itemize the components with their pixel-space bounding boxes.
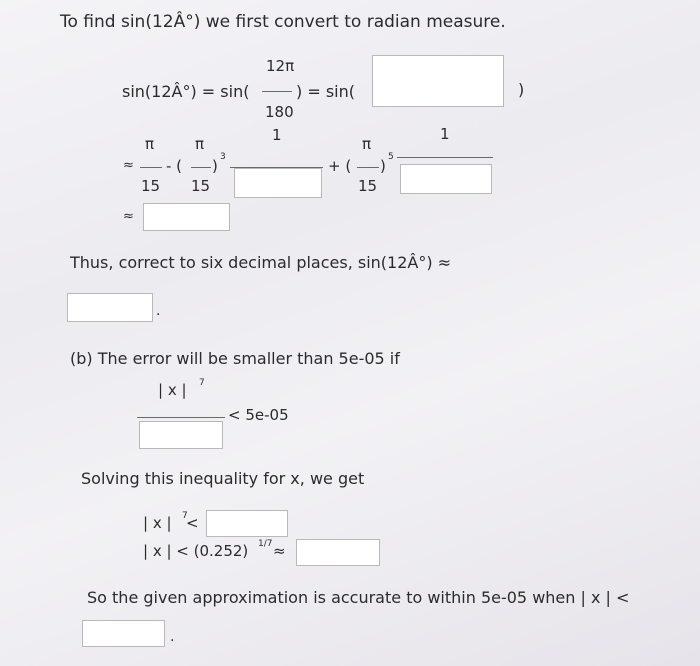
approx-symbol: ≈	[273, 542, 286, 560]
close-paren: )	[518, 80, 525, 99]
exponent-5: 5	[388, 152, 394, 162]
abs-x-numerator: | x |	[158, 381, 187, 399]
solving-text: Solving this inequality for x, we get	[81, 469, 365, 488]
approximation-input[interactable]	[143, 203, 230, 231]
plus-paren: + (	[328, 157, 352, 175]
fraction-bar	[262, 91, 292, 92]
abs-x-root-expression: | x | < (0.252)	[143, 542, 249, 560]
fraction-bar	[357, 167, 379, 168]
exponent-3: 3	[220, 152, 226, 162]
sin-expression-label: sin(12Â°) = sin(	[122, 82, 250, 101]
less-than-bound: < 5e-05	[228, 406, 289, 424]
minus-paren: - (	[166, 157, 183, 175]
period: .	[156, 303, 161, 319]
intro-text: To find sin(12Â°) we first convert to radian measure.	[60, 12, 506, 32]
less-than: <	[186, 514, 199, 532]
fraction-denominator-180: 180	[265, 103, 294, 121]
pi-numerator: π	[195, 135, 205, 153]
pi-numerator: π	[362, 135, 372, 153]
conclusion-text: So the given approximation is accurate to within 5e-05 when | x | <	[87, 588, 630, 607]
numerator-1: 1	[440, 125, 450, 143]
thus-text: Thus, correct to six decimal places, sin(12Â°) ≈	[70, 253, 452, 272]
radian-answer-input[interactable]	[372, 55, 504, 107]
fraction-bar	[140, 167, 162, 168]
factorial-denominator-input-1[interactable]	[234, 168, 322, 198]
exponent-7: 7	[182, 511, 188, 521]
fraction-bar	[191, 167, 211, 168]
factorial-denominator-input-2[interactable]	[400, 164, 492, 194]
final-x-bound-input[interactable]	[82, 620, 165, 647]
abs-x-label: | x |	[143, 514, 172, 532]
close-paren: )	[212, 157, 218, 175]
pi-numerator: π	[145, 135, 155, 153]
denominator-15: 15	[191, 177, 211, 195]
x-root-value-input[interactable]	[296, 539, 380, 566]
numerator-1: 1	[272, 126, 282, 144]
exponent-7: 7	[199, 378, 205, 388]
exponent-one-seventh: 1/7	[258, 539, 273, 549]
denominator-15: 15	[358, 177, 378, 195]
approx-symbol: ≈	[123, 209, 134, 224]
fraction-bar	[137, 417, 225, 418]
period: .	[170, 629, 175, 645]
close-paren: )	[380, 157, 386, 175]
error-denominator-input[interactable]	[139, 421, 223, 449]
approx-symbol: ≈	[123, 158, 134, 173]
x-power-bound-input[interactable]	[206, 510, 288, 537]
sin-equals-label: ) = sin(	[296, 82, 355, 101]
part-b-heading: (b) The error will be smaller than 5e-05 if	[70, 349, 400, 368]
fraction-numerator-12pi: 12π	[266, 57, 295, 75]
six-decimal-answer-input[interactable]	[67, 293, 153, 322]
fraction-bar	[397, 157, 493, 158]
denominator-15: 15	[141, 177, 161, 195]
